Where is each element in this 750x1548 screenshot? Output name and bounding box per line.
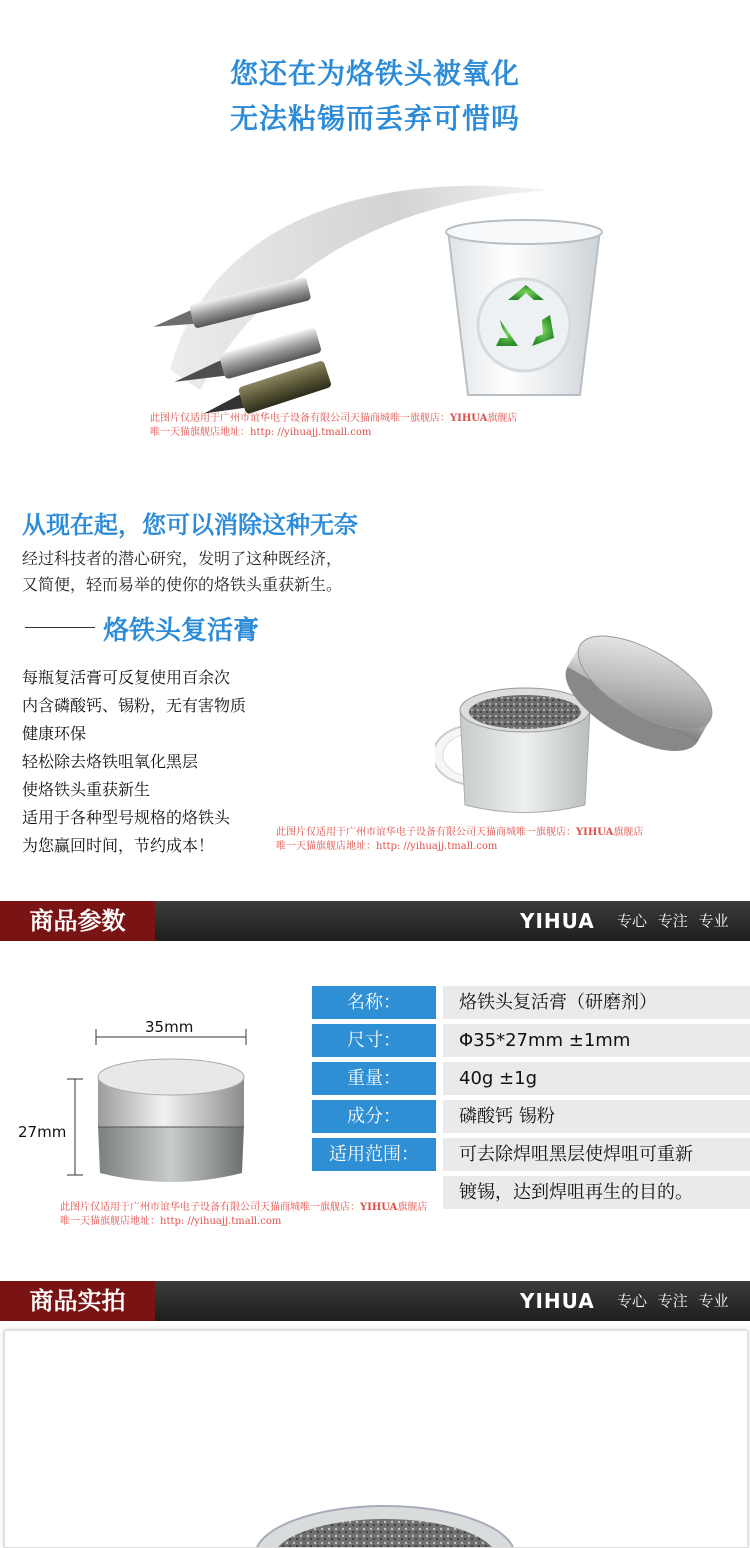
solution-heading: 从现在起，您可以消除这种无奈 <box>22 511 358 539</box>
feature-item: 适用于各种型号规格的烙铁头 <box>22 808 231 827</box>
section-bar-params <box>0 901 750 941</box>
intro-headline-line1: 您还在为烙铁头被氧化 <box>229 57 520 90</box>
params-value-continued: 镀锡，达到焊咀再生的目的。 <box>443 1176 750 1209</box>
watermark-1: 此图片仅适用于广州市谊华电子设备有限公司天猫商城唯一旗舰店：YIHUA旗舰店 唯一天猫旗舰店地址：http: //yihuajj.tmall.com <box>150 413 518 438</box>
watermark-2: 此图片仅适用于广州市谊华电子设备有限公司天猫商城唯一旗舰店：YIHUA旗舰店 唯一天猫旗舰店地址：http: //yihuajj.tmall.com <box>276 827 644 852</box>
product-photo-frame <box>4 1330 748 1548</box>
params-label: 尺寸： <box>312 1024 436 1057</box>
section-tag: 商品实拍 <box>0 1281 155 1321</box>
dimension-width-label: 35mm <box>145 1018 194 1036</box>
params-label: 适用范围： <box>312 1138 436 1171</box>
brand-logo: YIHUA <box>520 909 595 933</box>
params-label: 成分： <box>312 1100 436 1133</box>
watermark-3: 此图片仅适用于广州市谊华电子设备有限公司天猫商城唯一旗舰店：YIHUA旗舰店 唯一天猫旗舰店地址：http: //yihuajj.tmall.com <box>60 1202 428 1227</box>
feature-item: 为您赢回时间，节约成本！ <box>22 836 215 855</box>
params-value: 烙铁头复活膏（研磨剂） <box>443 986 750 1019</box>
solution-paragraph-line2: 又简便，轻而易举的使你的烙铁头重获新生。 <box>22 575 343 594</box>
section-tag: 商品参数 <box>0 901 155 941</box>
hero-image-tips-and-bin <box>130 160 670 450</box>
params-value: Φ35*27mm ±1mm <box>443 1024 750 1057</box>
params-value: 可去除焊咀黑层使焊咀可重新 <box>443 1138 750 1171</box>
feature-item: 使烙铁头重获新生 <box>22 780 151 799</box>
feature-item: 轻松除去烙铁咀氧化黑层 <box>22 752 199 771</box>
brand-logo: YIHUA <box>520 1289 595 1313</box>
product-jar-open-image <box>435 630 735 830</box>
brand-slogan: 专心 专注 专业 <box>617 912 729 930</box>
solution-paragraph-line1: 经过科技者的潜心研究，发明了这种既经济， <box>22 549 343 568</box>
intro-headline-line2: 无法粘锡而丢弃可惜吗 <box>229 102 520 135</box>
feature-item: 每瓶复活膏可反复使用百余次 <box>22 668 231 687</box>
feature-list <box>22 664 246 860</box>
dimension-height-label: 27mm <box>18 1123 67 1141</box>
subtitle-divider <box>25 627 95 628</box>
params-value: 磷酸钙 锡粉 <box>443 1100 750 1133</box>
brand-slogan: 专心 专注 专业 <box>617 1292 729 1310</box>
feature-item: 内含磷酸钙、锡粉，无有害物质 <box>22 696 247 715</box>
jar-dimension-illustration <box>20 1015 270 1195</box>
params-label: 重量： <box>312 1062 436 1095</box>
product-name: 烙铁头复活膏 <box>103 616 260 646</box>
params-label: 名称： <box>312 986 436 1019</box>
feature-item: 健康环保 <box>22 724 87 743</box>
params-value: 40g ±1g <box>443 1062 750 1095</box>
section-bar-photos <box>0 1281 750 1321</box>
